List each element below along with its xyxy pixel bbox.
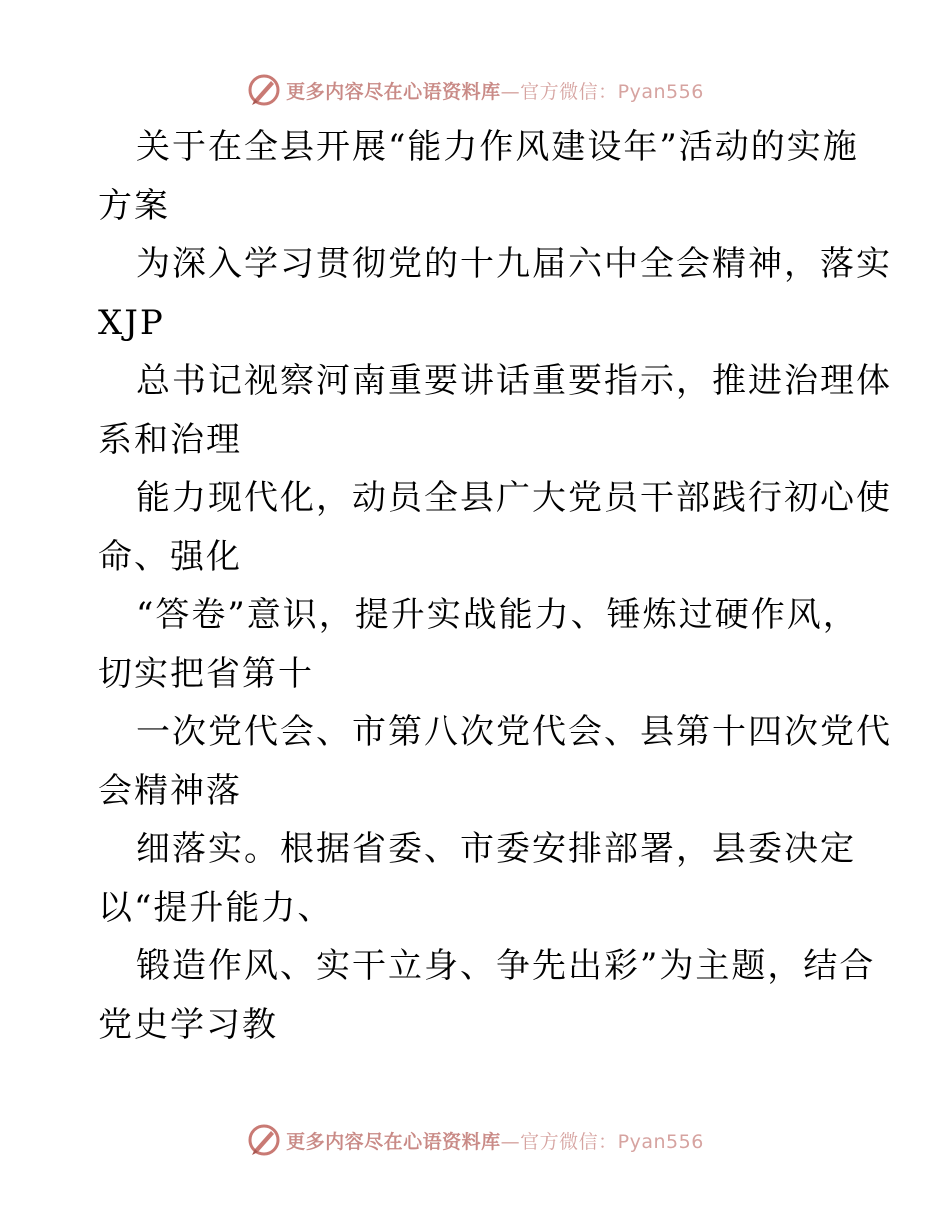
paragraph-line: 能力现代化，动员全县广大党员干部践行初心使 [136,478,892,518]
pen-circle-logo-icon [246,1122,282,1158]
document-body [98,118,892,1054]
paragraph-line: 锻造作风、实干立身、争先出彩”为主题，结合 [136,946,876,986]
paragraph-line: “答卷”意识，提升实战能力、锤炼过硬作风， [136,595,859,635]
watermark-text: 更多内容尽在心语资料库—官方微信：Pyan556 [286,80,704,103]
header-watermark [0,68,950,112]
footer-watermark [0,1118,950,1162]
paragraph-line: 以“提升能力、 [98,887,334,928]
paragraph-line: 党史学习教 [98,1004,278,1045]
watermark-text: 更多内容尽在心语资料库—官方微信：Pyan556 [286,1130,704,1153]
paragraph-line: 会精神落 [98,770,242,811]
paragraph-line: 切实把省第十 [98,653,314,694]
paragraph-line: 一次党代会、市第八次党代会、县第十四次党代 [136,712,892,752]
title-line-2: 方案 [98,185,170,226]
paragraph-line: 细落实。根据省委、市委安排部署，县委决定 [136,829,856,869]
paragraph-line: 总书记视察河南重要讲话重要指示，推进治理体 [136,361,892,401]
paragraph-line: 命、强化 [98,536,242,577]
paragraph-line: 为深入学习贯彻党的十九届六中全会精神，落实 [136,244,892,284]
title-line-1: 关于在全县开展“能力作风建设年”活动的实施 [136,127,859,167]
paragraph-line: 系和治理 [98,419,242,460]
paragraph-line: XJP [98,302,165,343]
pen-circle-logo-icon [246,72,282,108]
